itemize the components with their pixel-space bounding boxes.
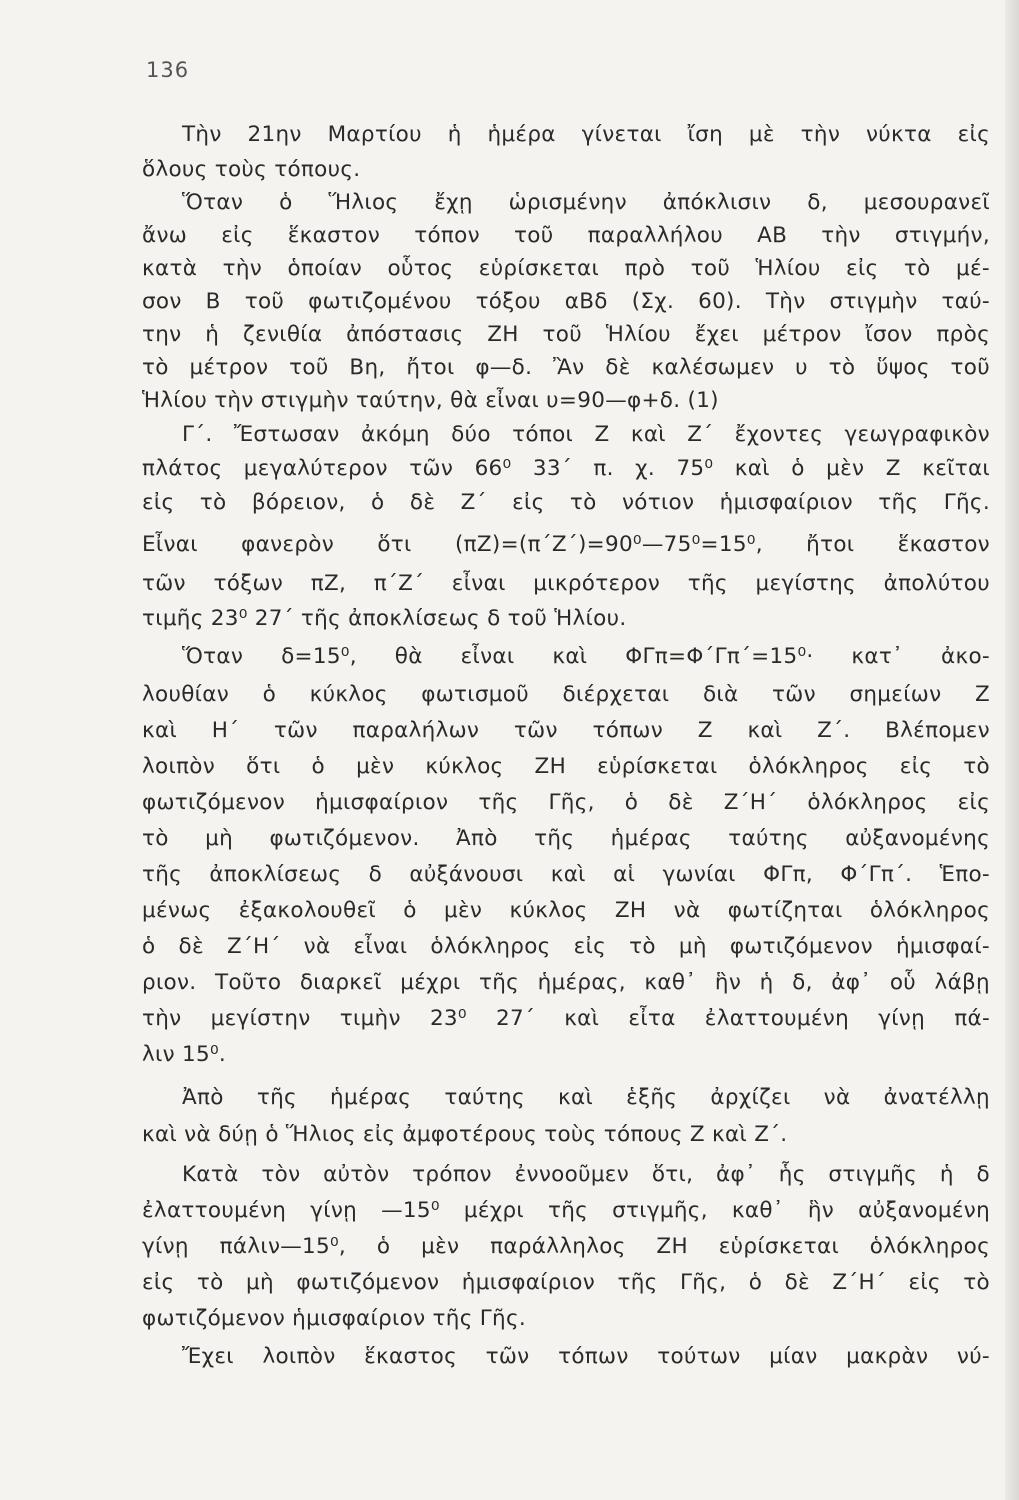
text-line: φωτιζόμενον ἡμισφαίριον τῆς Γῆς. — [142, 1306, 527, 1331]
text-line: Ἀπὸ τῆς ἡμέρας ταύτης καὶ ἑξῆς ἀρχίζει νὰ ἀνατέλλῃ — [182, 1085, 990, 1110]
text-line: εἰς τὸ μὴ φωτιζόμενον ἡμισφαίριον τῆς Γῆς, ὁ δὲ Ζ΄Η΄ εἰς τὸ — [142, 1270, 990, 1295]
text-line: λουθίαν ὁ κύκλος φωτισμοῦ διέρχεται διὰ τῶν σημείων Ζ — [142, 682, 990, 707]
text-line: τὸ μὴ φωτιζόμενον. Ἀπὸ τῆς ἡμέρας ταύτης αὐξανομένης — [142, 826, 990, 851]
text-line: Κατὰ τὸν αὐτὸν τρόπον ἐννοοῦμεν ὅτι, ἀφ᾽ ἧς στιγμῆς ἡ δ — [182, 1162, 990, 1187]
text-line: μένως ἐξακολουθεῖ ὁ μὲν κύκλος ΖΗ νὰ φωτίζηται ὁλόκληρος — [142, 898, 990, 923]
text-line: πλάτος μεγαλύτερον τῶν 66⁰ 33΄ π. χ. 75⁰ καὶ ὁ μὲν Ζ κεῖται — [142, 456, 990, 481]
text-line: Ὅταν ὁ Ἥλιος ἔχῃ ὡρισμένην ἀπόκλισιν δ, μεσουρανεῖ — [182, 190, 990, 215]
text-line: Τὴν 21ην Μαρτίου ἡ ἡμέρα γίνεται ἴση μὲ τὴν νύκτα εἰς — [182, 122, 990, 147]
text-line: ὅλους τοὺς τόπους. — [142, 157, 361, 182]
text-line: γίνῃ πάλιν—15⁰, ὁ μὲν παράλληλος ΖΗ εὑρίσκεται ὁλόκληρος — [142, 1234, 990, 1259]
text-line: ἐλαττουμένη γίνῃ —15⁰ μέχρι τῆς στιγμῆς, καθ᾽ ἣν αὐξανομένη — [142, 1198, 990, 1223]
text-line: καὶ Η΄ τῶν παραλήλων τῶν τόπων Ζ καὶ Ζ΄. Βλέπομεν — [142, 718, 990, 743]
text-line: τὴν μεγίστην τιμὴν 23⁰ 27΄ καὶ εἶτα ἐλαττουμένη γίνῃ πά- — [142, 1006, 990, 1031]
text-line: Ὅταν δ=15⁰, θὰ εἶναι καὶ ΦΓπ=Φ΄Γπ΄=15⁰· κατ᾽ ἀκο- — [182, 644, 990, 669]
text-line: ριον. Τοῦτο διαρκεῖ μέχρι τῆς ἡμέρας, καθ᾽ ἣν ἡ δ, ἀφ᾽ οὗ λάβῃ — [142, 970, 990, 995]
text-line: Εἶναι φανερὸν ὅτι (πΖ)=(π΄Ζ΄)=90⁰—75⁰=15⁰, ἤτοι ἕκαστον — [142, 532, 990, 557]
text-line: λοιπὸν ὅτι ὁ μὲν κύκλος ΖΗ εὑρίσκεται ὁλόκληρος εἰς τὸ — [142, 754, 990, 779]
page-number: 136 — [146, 58, 190, 82]
text-line: καὶ νὰ δύῃ ὁ Ἥλιος εἰς ἀμφοτέρους τοὺς τόπους Ζ καὶ Ζ΄. — [142, 1122, 788, 1147]
text-line: φωτιζόμενον ἡμισφαίριον τῆς Γῆς, ὁ δὲ Ζ΄Η΄ ὁλόκληρος εἰς — [142, 790, 990, 815]
text-line: λιν 15⁰. — [142, 1042, 227, 1067]
text-line: την ἡ ζενιθία ἀπόστασις ΖΗ τοῦ Ἡλίου ἔχει μέτρον ἴσον πρὸς — [142, 322, 990, 347]
text-line: Ἡλίου τὴν στιγμὴν ταύτην, θὰ εἶναι υ=90—φ+δ. (1) — [142, 388, 719, 413]
text-line: κατὰ τὴν ὁποίαν οὗτος εὑρίσκεται πρὸ τοῦ Ἡλίου εἰς τὸ μέ- — [142, 256, 990, 281]
text-line: σον Β τοῦ φωτιζομένου τόξου αΒδ (Σχ. 60). Τὴν στιγμὴν ταύ- — [142, 289, 990, 314]
text-line: τιμῆς 23⁰ 27΄ τῆς ἀποκλίσεως δ τοῦ Ἡλίου. — [142, 606, 627, 631]
text-line: τὸ μέτρον τοῦ Βη, ἤτοι φ—δ. Ἂν δὲ καλέσωμεν υ τὸ ὕψος τοῦ — [142, 355, 990, 380]
text-line: τῶν τόξων πΖ, π΄Ζ΄ εἶναι μικρότερον τῆς μεγίστης ἀπολύτου — [142, 571, 990, 596]
text-line: τῆς ἀποκλίσεως δ αὐξάνουσι καὶ αἱ γωνίαι ΦΓπ, Φ΄Γπ΄. Ἑπο- — [142, 862, 990, 887]
page-edge-shadow — [1005, 0, 1019, 1500]
text-line: Ἔχει λοιπὸν ἕκαστος τῶν τόπων τούτων μίαν μακρὰν νύ- — [182, 1344, 990, 1369]
text-line: ὁ δὲ Ζ΄Η΄ νὰ εἶναι ὁλόκληρος εἰς τὸ μὴ φωτιζόμενον ἡμισφαί- — [142, 934, 990, 959]
text-line: Γ΄. Ἔστωσαν ἀκόμη δύο τόποι Ζ καὶ Ζ΄ ἔχοντες γεωγραφικὸν — [182, 422, 990, 447]
text-line: ἄνω εἰς ἕκαστον τόπον τοῦ παραλλήλου ΑΒ τὴν στιγμήν, — [142, 223, 990, 248]
text-line: εἰς τὸ βόρειον, ὁ δὲ Ζ΄ εἰς τὸ νότιον ἡμισφαίριον τῆς Γῆς. — [142, 490, 990, 515]
